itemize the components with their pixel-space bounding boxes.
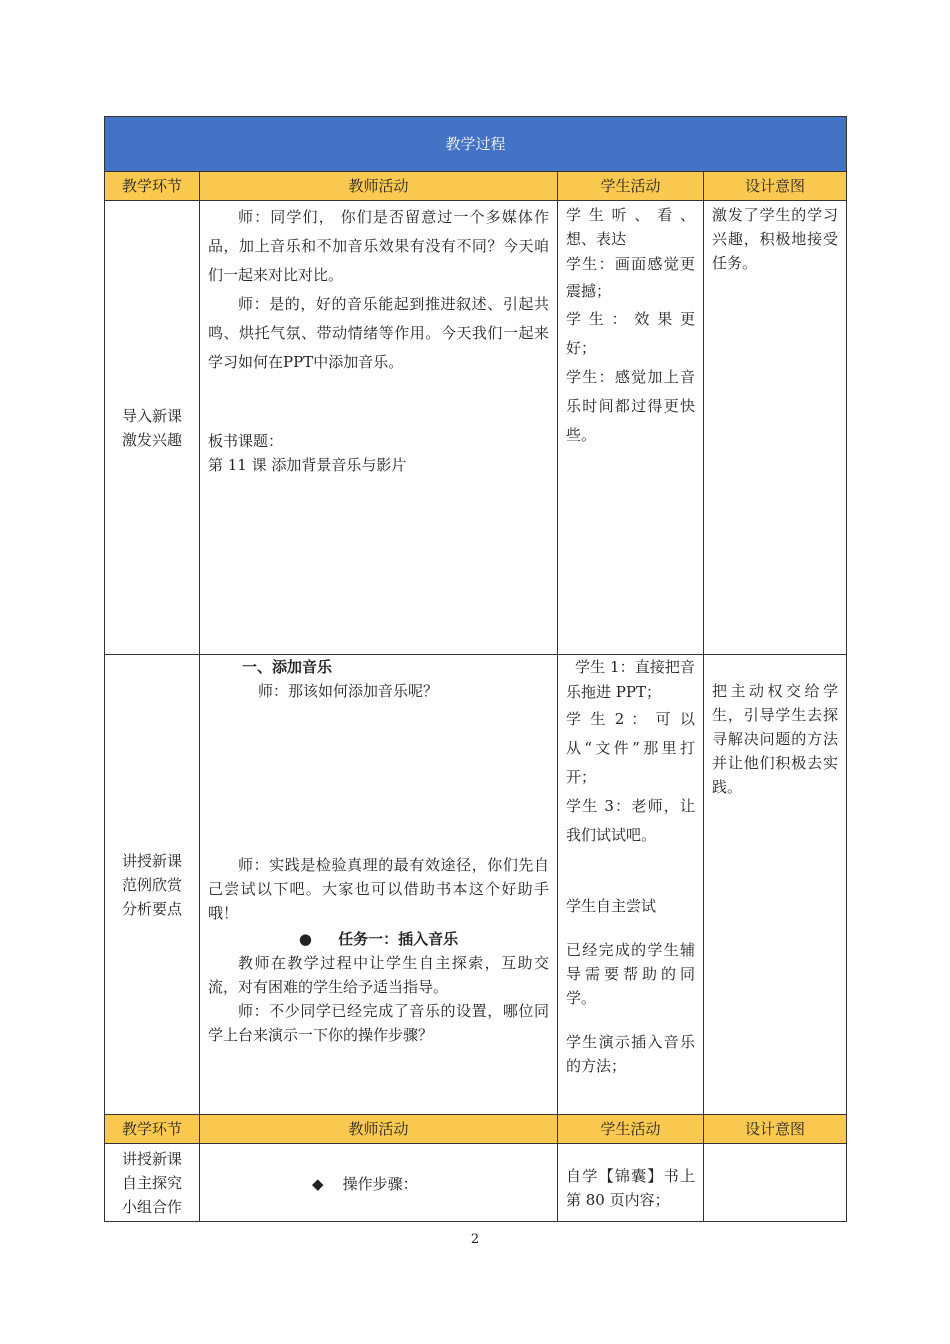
student-activity: 学生：画面感觉更震撼； xyxy=(566,255,695,300)
header-row xyxy=(105,172,847,201)
student-activity: 自学【锦囊】书上第 80 页内容； xyxy=(566,1167,695,1209)
stage-line: 范例欣赏 xyxy=(121,875,182,894)
teacher-paragraph: 师：实践是检验真理的最有效途径，你们先自己尝试以下吧。大家也可以借助书本这个好助手哦！ xyxy=(208,856,549,922)
stage-cell-teach xyxy=(105,655,200,1115)
teacher-paragraph: 教师在教学过程中让学生自主探索，互助交流，对有困难的学生给予适当指导。 xyxy=(208,954,549,996)
section-heading: 一、添加音乐 xyxy=(242,658,333,676)
teaching-process-table xyxy=(104,116,847,1222)
student-activity: 学生自主尝试 xyxy=(566,897,657,915)
design-intent: 激发了学生的学习兴趣，积极地接受任务。 xyxy=(712,206,839,272)
teacher-question: 师：那该如何添加音乐呢？ xyxy=(258,682,439,700)
stage-line: 讲授新课 xyxy=(121,1149,182,1168)
board-title: 第 11 课 添加背景音乐与影片 xyxy=(208,456,407,474)
intent-cell-teach xyxy=(704,655,847,1115)
student-cell-intro xyxy=(558,201,704,655)
stage-cell-explore xyxy=(105,1144,200,1222)
intent-cell-intro xyxy=(704,201,847,655)
student-activity: 学 生 2 ： 可 以 从“文件”那里打开； xyxy=(566,710,695,786)
stage-line: 分析要点 xyxy=(121,899,182,918)
teacher-cell-teach xyxy=(200,655,558,1115)
teacher-paragraph: 师：同学们， 你们是否留意过一个多媒体作品，加上音乐和不加音乐效果有没有不同？今天咱们一起来对比对比。 xyxy=(208,208,549,284)
stage-cell-intro xyxy=(105,201,200,655)
teacher-paragraph: 师：是的，好的音乐能起到推进叙述、引起共鸣、烘托气氛、带动情绪等作用。今天我们一起来学习如何在PPT中添加音乐。 xyxy=(208,295,549,371)
student-activity: 学生 3：老师，让我们试试吧。 xyxy=(566,797,695,844)
intent-cell-explore xyxy=(704,1144,847,1222)
student-activity: 学生演示插入音乐的方法； xyxy=(566,1033,695,1075)
student-activity: 学生：感觉加上音乐时间都过得更快些。 xyxy=(566,368,695,444)
stage-line: 讲授新课 xyxy=(121,851,182,870)
header-student: 学生活动 xyxy=(558,1115,704,1144)
page-number: 2 xyxy=(470,1232,480,1247)
student-activity: 学生 1：直接把音乐拖进 PPT； xyxy=(566,658,695,701)
header-teacher: 教师活动 xyxy=(200,1115,558,1144)
process-title-row xyxy=(105,117,847,172)
teacher-cell-intro xyxy=(200,201,558,655)
board-label: 板书课题： xyxy=(208,432,284,450)
diamond-bullet-icon: ◆ xyxy=(312,1175,324,1193)
student-cell-teach xyxy=(558,655,704,1115)
header-intent: 设计意图 xyxy=(704,1115,847,1144)
stage-line: 激发兴趣 xyxy=(121,430,182,449)
header-student: 学生活动 xyxy=(558,172,704,201)
table-row-intro xyxy=(105,201,847,655)
stage-line: 导入新课 xyxy=(121,406,182,425)
header-stage: 教学环节 xyxy=(105,1115,200,1144)
header-stage: 教学环节 xyxy=(105,172,200,201)
task-heading: 任务一：插入音乐 xyxy=(338,930,459,948)
bullet-icon: ● xyxy=(298,930,312,948)
table-row-teach xyxy=(105,655,847,1115)
student-activity: 学 生 听 、 看 、想、表达 xyxy=(566,206,695,248)
teacher-cell-explore xyxy=(200,1144,558,1222)
design-intent: 把主动权交给学生，引导学生去探寻解决问题的方法并让他们积极去实践。 xyxy=(712,682,839,796)
table-row-explore xyxy=(105,1144,847,1222)
header-teacher: 教师活动 xyxy=(200,172,558,201)
stage-line: 自主探究 xyxy=(121,1173,182,1192)
process-title: 教学过程 xyxy=(105,117,847,172)
steps-label: 操作步骤： xyxy=(342,1175,418,1193)
student-activity: 学 生 ： 效 果 更好； xyxy=(566,310,695,357)
teacher-paragraph: 师：不少同学已经完成了音乐的设置，哪位同学上台来演示一下你的操作步骤？ xyxy=(208,1002,549,1044)
header-intent: 设计意图 xyxy=(704,172,847,201)
header-row xyxy=(105,1115,847,1144)
student-cell-explore xyxy=(558,1144,704,1222)
student-activity: 已经完成的学生辅导需要帮助的同学。 xyxy=(566,941,695,1007)
stage-line: 小组合作 xyxy=(121,1197,182,1216)
